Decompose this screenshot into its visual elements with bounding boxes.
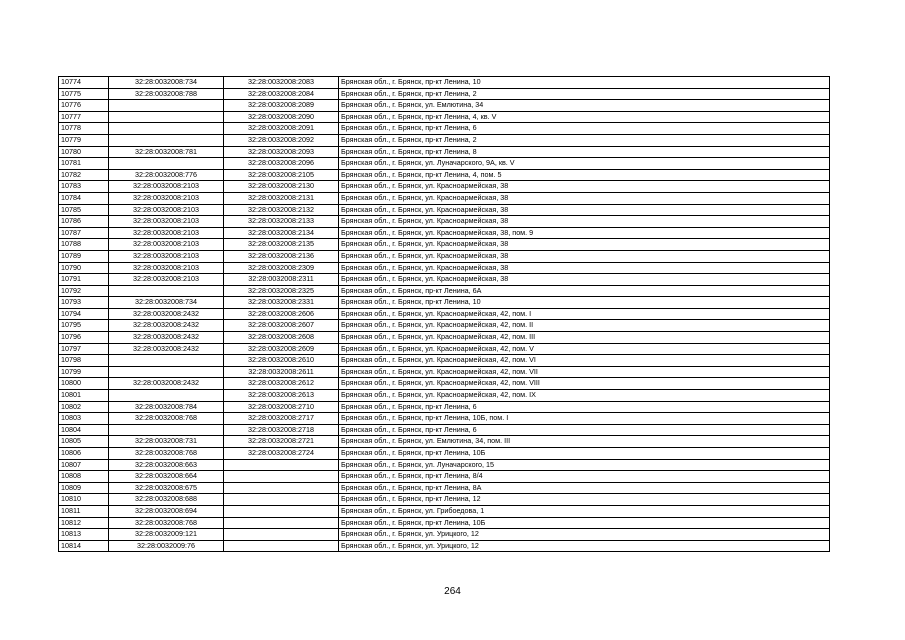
address-cell: Брянская обл., г. Брянск, пр-кт Ленина, 10Б, пом. I	[339, 413, 830, 425]
table-row	[59, 297, 830, 309]
cadastral-number-cell: 32:28:0032008:784	[109, 401, 224, 413]
row-number-cell: 10785	[59, 204, 109, 216]
cadastral-number-cell: 32:28:0032008:2432	[109, 308, 224, 320]
table-row	[59, 459, 830, 471]
row-number-cell: 10789	[59, 250, 109, 262]
address-cell: Брянская обл., г. Брянск, ул. Емлютина, 34, пом. III	[339, 436, 830, 448]
table-row	[59, 540, 830, 552]
address-cell: Брянская обл., г. Брянск, ул. Грибоедова, 1	[339, 505, 830, 517]
address-cell: Брянская обл., г. Брянск, пр-кт Ленина, 6	[339, 123, 830, 135]
table-row	[59, 332, 830, 344]
address-cell: Брянская обл., г. Брянск, ул. Красноармейская, 42, пом. III	[339, 332, 830, 344]
address-cell: Брянская обл., г. Брянск, ул. Емлютина, 34	[339, 100, 830, 112]
cadastral-number-cell	[109, 285, 224, 297]
row-number-cell: 10792	[59, 285, 109, 297]
address-cell: Брянская обл., г. Брянск, ул. Красноармейская, 42, пом. VII	[339, 366, 830, 378]
row-number-cell: 10814	[59, 540, 109, 552]
address-cell: Брянская обл., г. Брянск, ул. Красноармейская, 42, пом. IX	[339, 390, 830, 402]
table-row	[59, 204, 830, 216]
table-row	[59, 192, 830, 204]
room-cadastral-number-cell: 32:28:0032008:2093	[224, 146, 339, 158]
table-row	[59, 274, 830, 286]
row-number-cell: 10780	[59, 146, 109, 158]
row-number-cell: 10781	[59, 158, 109, 170]
row-number-cell: 10812	[59, 517, 109, 529]
room-cadastral-number-cell: 32:28:0032008:2089	[224, 100, 339, 112]
row-number-cell: 10805	[59, 436, 109, 448]
cadastral-number-cell	[109, 424, 224, 436]
row-number-cell: 10782	[59, 169, 109, 181]
address-cell: Брянская обл., г. Брянск, ул. Красноармейская, 38	[339, 204, 830, 216]
room-cadastral-number-cell: 32:28:0032008:2135	[224, 239, 339, 251]
cadastral-number-cell: 32:28:0032008:2432	[109, 320, 224, 332]
row-number-cell: 10797	[59, 343, 109, 355]
table-row	[59, 413, 830, 425]
address-cell: Брянская обл., г. Брянск, ул. Урицкого, 12	[339, 529, 830, 541]
table-row	[59, 355, 830, 367]
address-cell: Брянская обл., г. Брянск, ул. Красноармейская, 42, пом. I	[339, 308, 830, 320]
row-number-cell: 10784	[59, 192, 109, 204]
room-cadastral-number-cell: 32:28:0032008:2724	[224, 448, 339, 460]
table-row	[59, 239, 830, 251]
cadastral-number-cell: 32:28:0032008:664	[109, 471, 224, 483]
row-number-cell: 10804	[59, 424, 109, 436]
table-row	[59, 169, 830, 181]
address-cell: Брянская обл., г. Брянск, ул. Красноармейская, 38	[339, 250, 830, 262]
room-cadastral-number-cell: 32:28:0032008:2607	[224, 320, 339, 332]
cadastral-number-cell: 32:28:0032008:2103	[109, 262, 224, 274]
address-cell: Брянская обл., г. Брянск, ул. Луначарского, 15	[339, 459, 830, 471]
cadastral-number-cell: 32:28:0032008:768	[109, 413, 224, 425]
cadastral-number-cell: 32:28:0032008:2103	[109, 274, 224, 286]
room-cadastral-number-cell: 32:28:0032008:2331	[224, 297, 339, 309]
table-row	[59, 158, 830, 170]
table-row	[59, 88, 830, 100]
room-cadastral-number-cell: 32:28:0032008:2083	[224, 77, 339, 89]
cadastral-number-cell: 32:28:0032008:675	[109, 482, 224, 494]
room-cadastral-number-cell: 32:28:0032008:2718	[224, 424, 339, 436]
room-cadastral-number-cell: 32:28:0032008:2609	[224, 343, 339, 355]
table-row	[59, 262, 830, 274]
address-cell: Брянская обл., г. Брянск, ул. Красноармейская, 38	[339, 216, 830, 228]
row-number-cell: 10778	[59, 123, 109, 135]
cadastral-number-cell	[109, 158, 224, 170]
cadastral-number-cell: 32:28:0032008:2103	[109, 192, 224, 204]
table-row	[59, 123, 830, 135]
address-cell: Брянская обл., г. Брянск, пр-кт Ленина, 8А	[339, 482, 830, 494]
row-number-cell: 10775	[59, 88, 109, 100]
room-cadastral-number-cell: 32:28:0032008:2132	[224, 204, 339, 216]
cadastral-number-cell: 32:28:0032008:734	[109, 297, 224, 309]
address-cell: Брянская обл., г. Брянск, ул. Красноармейская, 42, пом. II	[339, 320, 830, 332]
cadastral-number-cell: 32:28:0032008:768	[109, 448, 224, 460]
row-number-cell: 10790	[59, 262, 109, 274]
room-cadastral-number-cell: 32:28:0032008:2130	[224, 181, 339, 193]
address-cell: Брянская обл., г. Брянск, ул. Красноармейская, 38	[339, 274, 830, 286]
room-cadastral-number-cell	[224, 517, 339, 529]
row-number-cell: 10803	[59, 413, 109, 425]
table-row	[59, 111, 830, 123]
table-row	[59, 390, 830, 402]
address-cell: Брянская обл., г. Брянск, пр-кт Ленина, 6	[339, 424, 830, 436]
table-row	[59, 216, 830, 228]
table-row	[59, 100, 830, 112]
table-row	[59, 134, 830, 146]
row-number-cell: 10791	[59, 274, 109, 286]
table-row	[59, 505, 830, 517]
row-number-cell: 10799	[59, 366, 109, 378]
room-cadastral-number-cell: 32:28:0032008:2710	[224, 401, 339, 413]
cadastral-number-cell	[109, 123, 224, 135]
cadastral-number-cell: 32:28:0032008:2103	[109, 227, 224, 239]
row-number-cell: 10800	[59, 378, 109, 390]
table-body	[59, 77, 830, 552]
room-cadastral-number-cell: 32:28:0032008:2325	[224, 285, 339, 297]
row-number-cell: 10806	[59, 448, 109, 460]
table-row	[59, 401, 830, 413]
address-cell: Брянская обл., г. Брянск, ул. Красноармейская, 42, пом. VIII	[339, 378, 830, 390]
row-number-cell: 10779	[59, 134, 109, 146]
row-number-cell: 10795	[59, 320, 109, 332]
table-row	[59, 366, 830, 378]
address-cell: Брянская обл., г. Брянск, пр-кт Ленина, 10	[339, 77, 830, 89]
row-number-cell: 10788	[59, 239, 109, 251]
cadastral-number-cell: 32:28:0032008:768	[109, 517, 224, 529]
cadastral-number-cell: 32:28:0032008:2432	[109, 343, 224, 355]
row-number-cell: 10801	[59, 390, 109, 402]
cadastral-number-cell: 32:28:0032008:663	[109, 459, 224, 471]
address-cell: Брянская обл., г. Брянск, ул. Красноармейская, 42, пом. VI	[339, 355, 830, 367]
room-cadastral-number-cell: 32:28:0032008:2134	[224, 227, 339, 239]
room-cadastral-number-cell: 32:28:0032008:2105	[224, 169, 339, 181]
room-cadastral-number-cell	[224, 494, 339, 506]
room-cadastral-number-cell: 32:28:0032008:2721	[224, 436, 339, 448]
row-number-cell: 10807	[59, 459, 109, 471]
table-row	[59, 517, 830, 529]
room-cadastral-number-cell: 32:28:0032008:2096	[224, 158, 339, 170]
table-row	[59, 482, 830, 494]
address-cell: Брянская обл., г. Брянск, пр-кт Ленина, 8	[339, 146, 830, 158]
room-cadastral-number-cell: 32:28:0032008:2309	[224, 262, 339, 274]
address-cell: Брянская обл., г. Брянск, пр-кт Ленина, 2	[339, 88, 830, 100]
room-cadastral-number-cell: 32:28:0032008:2084	[224, 88, 339, 100]
address-cell: Брянская обл., г. Брянск, ул. Луначарского, 9А, кв. V	[339, 158, 830, 170]
row-number-cell: 10786	[59, 216, 109, 228]
room-cadastral-number-cell: 32:28:0032008:2090	[224, 111, 339, 123]
cadastral-number-cell: 32:28:0032008:2103	[109, 181, 224, 193]
cadastral-number-cell	[109, 134, 224, 146]
row-number-cell: 10783	[59, 181, 109, 193]
address-cell: Брянская обл., г. Брянск, пр-кт Ленина, 6	[339, 401, 830, 413]
room-cadastral-number-cell: 32:28:0032008:2611	[224, 366, 339, 378]
cadastral-number-cell: 32:28:0032008:776	[109, 169, 224, 181]
cadastral-number-cell: 32:28:0032008:734	[109, 77, 224, 89]
cadastral-number-cell: 32:28:0032008:788	[109, 88, 224, 100]
row-number-cell: 10793	[59, 297, 109, 309]
room-cadastral-number-cell: 32:28:0032008:2133	[224, 216, 339, 228]
table-row	[59, 250, 830, 262]
address-cell: Брянская обл., г. Брянск, пр-кт Ленина, 10	[339, 297, 830, 309]
table-row	[59, 146, 830, 158]
table-row	[59, 181, 830, 193]
room-cadastral-number-cell: 32:28:0032008:2608	[224, 332, 339, 344]
row-number-cell: 10813	[59, 529, 109, 541]
cadastral-number-cell: 32:28:0032008:2103	[109, 250, 224, 262]
room-cadastral-number-cell: 32:28:0032008:2612	[224, 378, 339, 390]
cadastral-number-cell: 32:28:0032008:2432	[109, 378, 224, 390]
table-row	[59, 343, 830, 355]
room-cadastral-number-cell	[224, 482, 339, 494]
room-cadastral-number-cell: 32:28:0032008:2311	[224, 274, 339, 286]
cadastral-number-cell: 32:28:0032008:694	[109, 505, 224, 517]
table-row	[59, 308, 830, 320]
address-cell: Брянская обл., г. Брянск, ул. Красноармейская, 38	[339, 192, 830, 204]
row-number-cell: 10787	[59, 227, 109, 239]
address-cell: Брянская обл., г. Брянск, ул. Урицкого, 12	[339, 540, 830, 552]
row-number-cell: 10794	[59, 308, 109, 320]
cadastral-number-cell	[109, 100, 224, 112]
address-cell: Брянская обл., г. Брянск, пр-кт Ленина, 10Б	[339, 448, 830, 460]
row-number-cell: 10802	[59, 401, 109, 413]
room-cadastral-number-cell: 32:28:0032008:2091	[224, 123, 339, 135]
table-row	[59, 436, 830, 448]
cadastral-number-cell: 32:28:0032008:731	[109, 436, 224, 448]
room-cadastral-number-cell: 32:28:0032008:2717	[224, 413, 339, 425]
row-number-cell: 10809	[59, 482, 109, 494]
table-row	[59, 378, 830, 390]
room-cadastral-number-cell: 32:28:0032008:2136	[224, 250, 339, 262]
cadastral-number-cell: 32:28:0032008:2103	[109, 204, 224, 216]
table-row	[59, 529, 830, 541]
room-cadastral-number-cell: 32:28:0032008:2131	[224, 192, 339, 204]
table-row	[59, 320, 830, 332]
cadastral-number-cell	[109, 366, 224, 378]
page-number: 264	[444, 586, 461, 597]
room-cadastral-number-cell	[224, 459, 339, 471]
table-row	[59, 285, 830, 297]
address-cell: Брянская обл., г. Брянск, пр-кт Ленина, 8/4	[339, 471, 830, 483]
cadastral-number-cell: 32:28:0032008:688	[109, 494, 224, 506]
cadastral-number-cell: 32:28:0032009:76	[109, 540, 224, 552]
cadastral-number-cell: 32:28:0032008:2103	[109, 216, 224, 228]
address-cell: Брянская обл., г. Брянск, пр-кт Ленина, 4, пом. 5	[339, 169, 830, 181]
table-row	[59, 448, 830, 460]
room-cadastral-number-cell: 32:28:0032008:2606	[224, 308, 339, 320]
table-row	[59, 424, 830, 436]
table-row	[59, 227, 830, 239]
room-cadastral-number-cell	[224, 540, 339, 552]
cadastral-number-cell	[109, 355, 224, 367]
room-cadastral-number-cell	[224, 505, 339, 517]
address-cell: Брянская обл., г. Брянск, пр-кт Ленина, 4, кв. V	[339, 111, 830, 123]
address-cell: Брянская обл., г. Брянск, ул. Красноармейская, 38	[339, 239, 830, 251]
row-number-cell: 10776	[59, 100, 109, 112]
cadastral-number-cell	[109, 390, 224, 402]
cadastral-number-cell: 32:28:0032009:121	[109, 529, 224, 541]
room-cadastral-number-cell: 32:28:0032008:2613	[224, 390, 339, 402]
table-row	[59, 494, 830, 506]
table-row	[59, 77, 830, 89]
address-cell: Брянская обл., г. Брянск, ул. Красноармейская, 38	[339, 181, 830, 193]
row-number-cell: 10811	[59, 505, 109, 517]
address-cell: Брянская обл., г. Брянск, пр-кт Ленина, 12	[339, 494, 830, 506]
row-number-cell: 10798	[59, 355, 109, 367]
address-cell: Брянская обл., г. Брянск, пр-кт Ленина, 6А	[339, 285, 830, 297]
room-cadastral-number-cell: 32:28:0032008:2610	[224, 355, 339, 367]
row-number-cell: 10810	[59, 494, 109, 506]
room-cadastral-number-cell	[224, 471, 339, 483]
address-cell: Брянская обл., г. Брянск, ул. Красноармейская, 38, пом. 9	[339, 227, 830, 239]
address-cell: Брянская обл., г. Брянск, ул. Красноармейская, 38	[339, 262, 830, 274]
row-number-cell: 10796	[59, 332, 109, 344]
address-cell: Брянская обл., г. Брянск, пр-кт Ленина, 2	[339, 134, 830, 146]
address-cell: Брянская обл., г. Брянск, ул. Красноармейская, 42, пом. V	[339, 343, 830, 355]
cadastral-number-cell	[109, 111, 224, 123]
cadastral-number-cell: 32:28:0032008:2103	[109, 239, 224, 251]
row-number-cell: 10774	[59, 77, 109, 89]
table-row	[59, 471, 830, 483]
cadastral-number-cell: 32:28:0032008:2432	[109, 332, 224, 344]
row-number-cell: 10777	[59, 111, 109, 123]
registry-table	[58, 76, 830, 552]
room-cadastral-number-cell	[224, 529, 339, 541]
address-cell: Брянская обл., г. Брянск, пр-кт Ленина, 10Б	[339, 517, 830, 529]
row-number-cell: 10808	[59, 471, 109, 483]
room-cadastral-number-cell: 32:28:0032008:2092	[224, 134, 339, 146]
cadastral-number-cell: 32:28:0032008:781	[109, 146, 224, 158]
